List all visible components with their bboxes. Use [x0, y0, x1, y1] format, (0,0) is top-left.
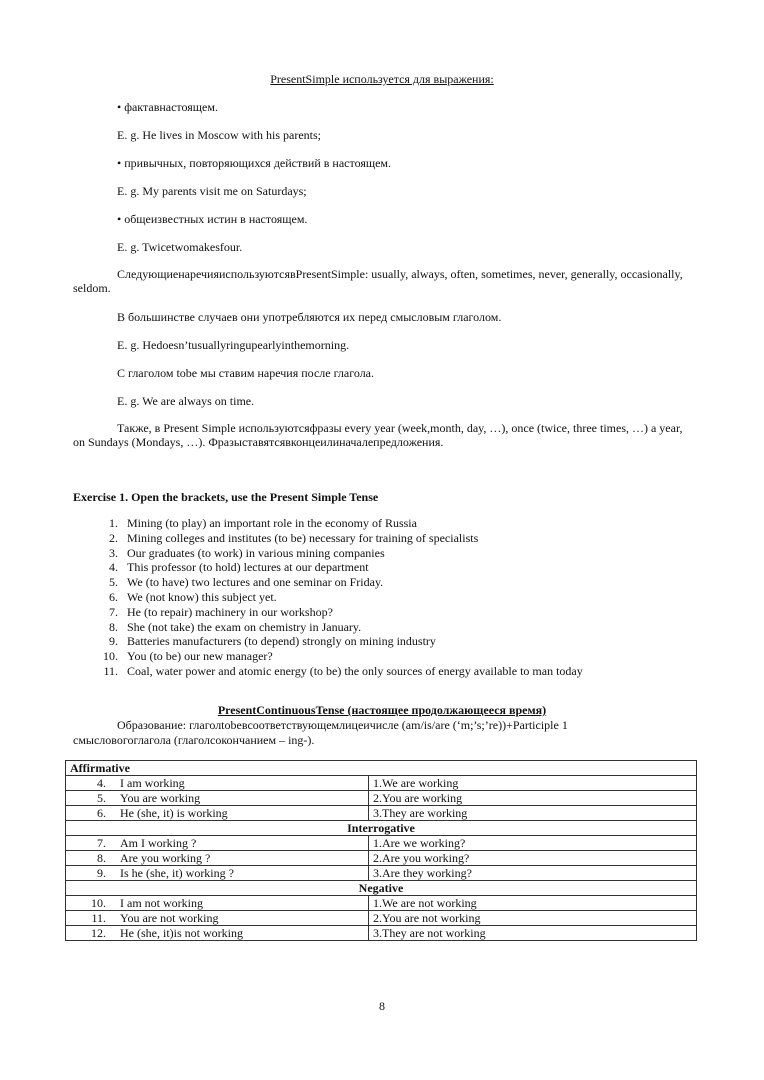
list-item: [92, 620, 583, 635]
present-continuous-title: PresentContinuousTense (настоящее продолжающееся время): [217, 703, 547, 717]
singular-cell: [66, 836, 369, 851]
formation-line-2: смысловогоглагола (глаголсокончанием – ing-).: [73, 733, 315, 747]
row-number: 9.: [97, 866, 106, 880]
table-row: [66, 776, 697, 791]
section-header-negative: Negative: [66, 881, 697, 896]
list-item: [92, 560, 583, 575]
item-number: 11.: [103, 663, 118, 678]
row-number: 6.: [97, 806, 106, 820]
singular-cell: [66, 926, 369, 941]
singular-form: I am not working: [120, 896, 203, 910]
item-number: 7.: [109, 604, 118, 619]
table-row: [66, 866, 697, 881]
plural-cell: 3.They are working: [369, 806, 697, 821]
table-row: [66, 836, 697, 851]
item-number: 2.: [109, 530, 118, 545]
item-number: 3.: [109, 545, 118, 560]
usage-bullet-1: • фактавнастоящем.: [117, 100, 218, 114]
list-item: [92, 649, 583, 664]
table-row: [66, 806, 697, 821]
singular-form: You are working: [120, 791, 201, 805]
list-item: [92, 546, 583, 561]
singular-cell: [66, 866, 369, 881]
phrases-paragraph: Также, в Present Simple используютсяфразы every year (week,month, day, …), once (twice, three times, …) a year, on Sundays (Mondays, …). Фразыставятсявконцеилиначалепредложения.: [73, 421, 683, 449]
table-row: [66, 926, 697, 941]
exercise-list: [92, 516, 583, 679]
item-text: Mining colleges and institutes (to be) necessary for training of specialists: [127, 530, 479, 545]
table-row: [66, 911, 697, 926]
present-simple-heading: PresentSimple используется для выражения:: [270, 72, 494, 86]
item-text: We (not know) this subject yet.: [127, 589, 277, 604]
row-number: 11.: [91, 911, 106, 925]
list-item: [92, 634, 583, 649]
usage-example-3: E. g. Twicetwomakesfour.: [117, 240, 243, 254]
table-row: [66, 791, 697, 806]
plural-cell: 3.They are not working: [369, 926, 697, 941]
example-adverb: E. g. Hedoesn’tusuallyringupearlyinthemorning.: [117, 338, 350, 352]
list-item: [92, 531, 583, 546]
row-number: 12.: [91, 926, 106, 940]
singular-cell: [66, 851, 369, 866]
item-text: Our graduates (to work) in various mining companies: [127, 545, 385, 560]
singular-form: You are not working: [120, 911, 219, 925]
section-header-row: [66, 881, 697, 896]
item-number: 10.: [103, 649, 118, 664]
plural-cell: 2.You are working: [369, 791, 697, 806]
item-number: 9.: [109, 634, 118, 649]
row-number: 10.: [91, 896, 106, 910]
singular-cell: [66, 776, 369, 791]
item-text: Coal, water power and atomic energy (to be) the only sources of energy available to man today: [127, 663, 583, 678]
plural-cell: 1.Are we working?: [369, 836, 697, 851]
item-text: This professor (to hold) lectures at our department: [127, 560, 369, 575]
list-item: [92, 516, 583, 531]
page-number: 8: [379, 999, 385, 1013]
list-item: [92, 590, 583, 605]
item-number: 4.: [109, 560, 118, 575]
singular-cell: [66, 806, 369, 821]
plural-cell: 2.You are not working: [369, 911, 697, 926]
section-header-affirmative: Affirmative: [66, 761, 697, 776]
list-item: [92, 664, 583, 679]
list-item: [92, 605, 583, 620]
singular-form: He (she, it) is working: [120, 806, 228, 820]
usage-example-2: E. g. My parents visit me on Saturdays;: [117, 184, 307, 198]
item-number: 6.: [109, 589, 118, 604]
singular-form: Are you working ?: [120, 851, 211, 865]
singular-cell: [66, 791, 369, 806]
item-text: You (to be) our new manager?: [127, 649, 273, 664]
item-text: Mining (to play) an important role in the economy of Russia: [127, 516, 417, 530]
usage-bullet-3: • общеизвестных истин в настоящем.: [117, 212, 308, 226]
item-text: He (to repair) machinery in our workshop?: [127, 604, 333, 619]
item-number: 5.: [109, 575, 118, 590]
row-number: 4.: [97, 776, 106, 790]
row-number: 8.: [97, 851, 106, 865]
usage-example-1: E. g. He lives in Moscow with his parents;: [117, 128, 321, 142]
table-row: [66, 896, 697, 911]
formation-line-1: Образование: глаголtobeвсоответствующемлицеичисле (am/is/are (‘m;’s;’re))+Participle 1: [117, 718, 568, 732]
section-header-interrogative: Interrogative: [66, 821, 697, 836]
singular-form: I am working: [120, 776, 185, 790]
adverbs-paragraph: СледующиенаречияиспользуютсявPresentSimple: usually, always, often, sometimes, never, generally, occasionally, seldom.: [73, 267, 683, 295]
table-row: [66, 851, 697, 866]
item-number: 1.: [109, 516, 118, 530]
plural-cell: 2.Are you working?: [369, 851, 697, 866]
item-text: We (to have) two lectures and one seminar on Friday.: [127, 575, 384, 590]
plural-cell: 1.We are not working: [369, 896, 697, 911]
plural-cell: 3.Are they working?: [369, 866, 697, 881]
plural-cell: 1.We are working: [369, 776, 697, 791]
usage-bullet-2: • привычных, повторяющихся действий в настоящем.: [117, 156, 392, 170]
row-number: 5.: [97, 791, 106, 805]
singular-form: Is he (she, it) working ?: [120, 866, 234, 880]
section-header-row: [66, 761, 697, 776]
singular-form: He (she, it)is not working: [120, 926, 243, 940]
row-number: 7.: [97, 836, 106, 850]
example-tobe: E. g. We are always on time.: [117, 394, 255, 408]
singular-cell: [66, 896, 369, 911]
tobe-note: С глаголом tobe мы ставим наречия после глагола.: [117, 366, 375, 380]
list-item: [92, 575, 583, 590]
conjugation-table: [65, 760, 697, 941]
item-number: 8.: [109, 619, 118, 634]
singular-cell: [66, 911, 369, 926]
item-text: Batteries manufacturers (to depend) strongly on mining industry: [127, 634, 436, 649]
position-note: В большинстве случаев они употребляются их перед смысловым глаголом.: [117, 310, 502, 324]
section-header-row: [66, 821, 697, 836]
exercise-title: Exercise 1. Open the brackets, use the Present Simple Tense: [73, 490, 379, 504]
item-text: She (not take) the exam on chemistry in January.: [127, 619, 362, 634]
singular-form: Am I working ?: [120, 836, 197, 850]
